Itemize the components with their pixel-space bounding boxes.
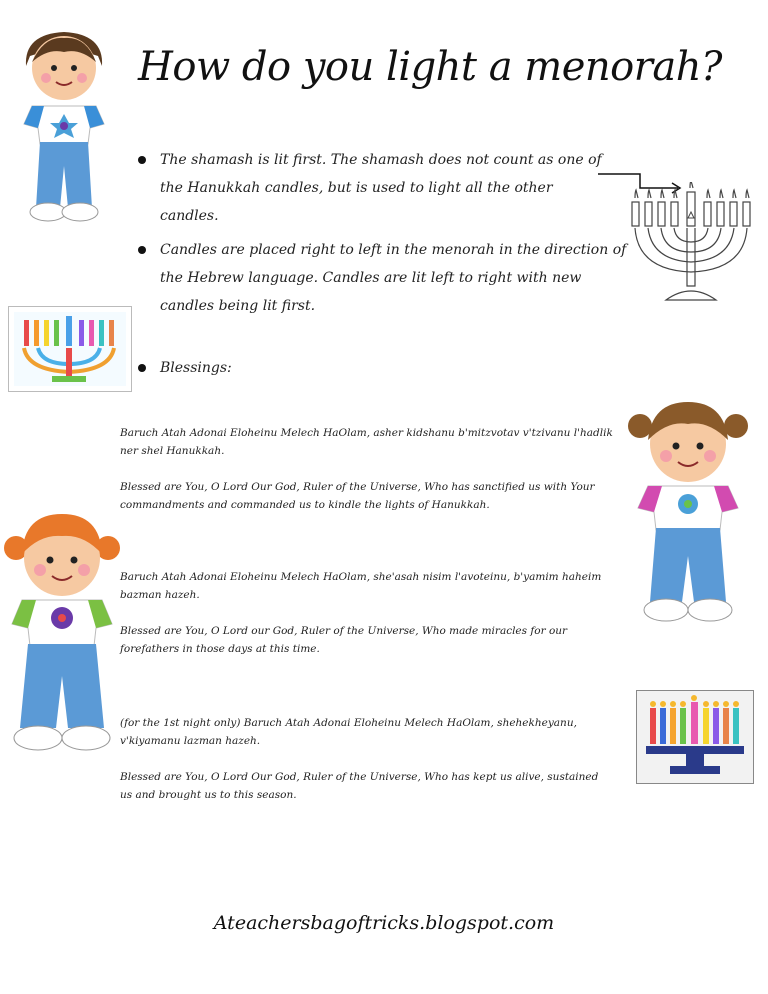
girl-brown-hair-clipart: [626, 396, 750, 636]
blessing-1-english: Blessed are You, O Lord Our God, Ruler of the Universe, Who has sanctified us with Your commandments and commanded us to kindle the lights of Hanukkah.: [120, 481, 595, 511]
bullet-dot: [138, 156, 146, 164]
blessing-3-english: Blessed are You, O Lord Our God, Ruler of the Universe, Who has kept us alive, sustained us and brought us to this season.: [120, 771, 599, 801]
boy-clipart: [14, 26, 114, 226]
blessing-1-hebrew: Baruch Atah Adonai Eloheinu Melech HaOlam, asher kidshanu b'mitzvotav v'tzivanu l'hadlik ner shel Hanukkah.: [120, 427, 613, 457]
blessing-2-english: Blessed are You, O Lord our God, Ruler of the Universe, Who made miracles for our forefathers in those days at this time.: [120, 625, 568, 655]
bullet-shamash: The shamash is lit first. The shamash does not count as one of the Hanukkah candles, but is used to light all the other candles.: [160, 146, 606, 230]
girl-orange-hair-clipart: [4, 506, 120, 756]
footer-url: Ateachersbagoftricks.blogspot.com: [213, 912, 555, 934]
bullet-dot: [138, 364, 146, 372]
craft-menorah-photo: [636, 690, 754, 784]
blessing-2-hebrew: Baruch Atah Adonai Eloheinu Melech HaOlam, she'asah nisim l'avoteinu, b'yamim haheim bazman hazeh.: [120, 571, 602, 601]
bullet-dot: [138, 246, 146, 254]
menorah-card-image: [8, 306, 132, 392]
bullet-blessings: Blessings:: [160, 354, 360, 382]
bullet-candle-order: Candles are placed right to left in the menorah in the direction of the Hebrew language. Candles are lit left to right with new candles being lit first.: [160, 236, 630, 320]
page-title: How do you light a menorah?: [138, 44, 722, 90]
menorah-outline-image: [626, 182, 756, 308]
blessing-3-hebrew: (for the 1st night only) Baruch Atah Adonai Eloheinu Melech HaOlam, shehekheyanu, v'kiyamanu lazman hazeh.: [120, 717, 577, 747]
